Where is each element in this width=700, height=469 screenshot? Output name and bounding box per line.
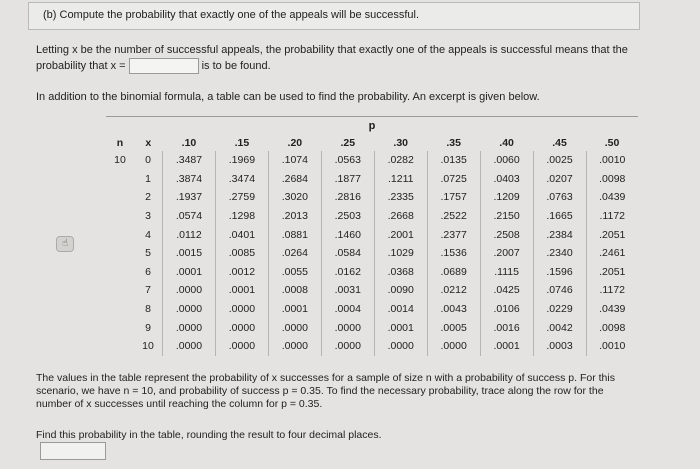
probability-cell: .2668 [374,207,427,226]
p-header: .45 [552,136,567,149]
x-cell: 7 [145,284,151,297]
probability-cell: .1209 [480,188,533,207]
n-cell [106,170,134,189]
n-cell [106,244,134,263]
probability-cell: .1937 [163,188,216,207]
probability-cell: .0000 [374,337,427,356]
probability-cell: .1460 [321,225,374,244]
instruction-text: Find this probability in the table, rounding the result to four decimal places. [36,429,382,441]
probability-cell: .2816 [321,188,374,207]
p-header: .10 [181,136,197,149]
probability-cell: .3020 [268,188,321,207]
probability-cell: .0005 [427,318,480,337]
binomial-table-container [106,116,638,356]
table-row [106,188,638,207]
x-value-input[interactable] [129,58,199,74]
probability-cell: .0010 [586,337,638,356]
probability-cell: .0000 [268,337,321,356]
explanation-text: The values in the table represent the probability of x successes for a sample of size n with a probability of success p. For this scenario, we have n = 10, and probability of success p = 0.35. To find the necessary probability, trace along the row for the number of x successes until reaching the column for p = 0.35. [36,372,615,410]
probability-cell: .0689 [427,263,480,282]
x-cell: 5 [145,247,151,260]
probability-cell: .1172 [586,207,638,226]
probability-cell: .0001 [215,281,268,300]
probability-cell: .0207 [533,170,586,189]
table-row [106,263,638,282]
x-cell: 4 [145,228,151,241]
probability-cell: .3474 [215,170,268,189]
intro-text-1: Letting x be the number of successful appeals, the probability that exactly one of the appeals is successful means that the probability that x = [36,44,628,72]
probability-cell: .0000 [321,318,374,337]
answer-input[interactable] [40,442,106,460]
probability-cell: .0229 [533,300,586,319]
probability-cell: .0725 [427,170,480,189]
binomial-table [106,134,638,356]
probability-cell: .0055 [268,263,321,282]
probability-cell: .0563 [321,151,374,170]
probability-cell: .0000 [268,318,321,337]
question-header [28,2,640,30]
table-row [106,207,638,226]
probability-cell: .0098 [586,170,638,189]
probability-cell: .0031 [321,281,374,300]
x-cell: 2 [145,191,151,204]
probability-cell: .2522 [427,207,480,226]
probability-cell: .0264 [268,244,321,263]
probability-cell: .0042 [533,318,586,337]
p-header: .15 [234,136,250,149]
probability-cell: .1172 [586,281,638,300]
probability-cell: .2007 [480,244,533,263]
probability-cell: .1298 [215,207,268,226]
probability-cell: .0000 [321,337,374,356]
x-cell: 8 [145,303,151,316]
n-cell [106,263,134,282]
probability-cell: .2461 [586,244,638,263]
table-row [106,281,638,300]
probability-cell: .0106 [480,300,533,319]
x-cell: 10 [142,340,154,353]
probability-cell: .0010 [586,151,638,170]
n-header: n [116,136,124,149]
probability-cell: .0043 [427,300,480,319]
probability-cell: .0015 [163,244,216,263]
probability-cell: .1115 [480,263,533,282]
intro-text-2: is to be found. [201,60,271,72]
table-row [106,337,638,356]
probability-cell: .0001 [480,337,533,356]
probability-cell: .1877 [321,170,374,189]
p-header: .35 [446,136,461,149]
probability-cell: .0008 [268,281,321,300]
n-cell [106,337,134,356]
intro-paragraph [36,42,636,74]
n-cell [106,188,134,207]
probability-cell: .2377 [427,225,480,244]
probability-cell: .3487 [163,151,216,170]
probability-cell: .0000 [163,318,216,337]
table-row [106,170,638,189]
probability-cell: .0001 [163,263,216,282]
probability-cell: .0004 [321,300,374,319]
probability-cell: .3874 [163,170,216,189]
probability-cell: .1969 [215,151,268,170]
table-intro: In addition to the binomial formula, a table can be used to find the probability. An excerpt is given below. [36,91,540,103]
probability-cell: .1074 [268,151,321,170]
p-header: .20 [287,136,303,149]
probability-cell: .2340 [533,244,586,263]
probability-cell: .2684 [268,170,321,189]
p-header: .25 [340,136,356,149]
table-row [106,318,638,337]
probability-cell: .0000 [215,337,268,356]
probability-cell: .0085 [215,244,268,263]
probability-cell: .0090 [374,281,427,300]
probability-cell: .0574 [163,207,216,226]
n-cell: 10 [114,154,126,167]
probability-cell: .2503 [321,207,374,226]
table-header-row [106,134,638,151]
x-cell: 3 [145,210,151,223]
x-cell: 0 [145,154,151,167]
probability-cell: .0000 [163,281,216,300]
probability-cell: .0439 [586,300,638,319]
probability-cell: .1665 [533,207,586,226]
probability-cell: .0098 [586,318,638,337]
probability-cell: .0763 [533,188,586,207]
x-cell: 9 [145,321,151,334]
probability-cell: .0439 [586,188,638,207]
table-row [106,300,638,319]
probability-cell: .0368 [374,263,427,282]
probability-cell: .0881 [268,225,321,244]
table-row [106,151,638,170]
probability-cell: .2384 [533,225,586,244]
table-row [106,225,638,244]
table-row [106,244,638,263]
probability-cell: .2051 [586,225,638,244]
probability-cell: .2759 [215,188,268,207]
probability-cell: .2335 [374,188,427,207]
probability-cell: .0000 [215,318,268,337]
x-cell: 1 [145,172,151,185]
probability-cell: .0000 [163,300,216,319]
probability-cell: .0135 [427,151,480,170]
question-header-text: (b) Compute the probability that exactly one of the appeals will be successful. [43,9,420,21]
p-header: .30 [393,136,409,149]
p-header: .40 [499,136,514,149]
probability-cell: .1757 [427,188,480,207]
probability-cell: .1596 [533,263,586,282]
n-cell [106,318,134,337]
probability-cell: .0401 [215,225,268,244]
probability-cell: .1211 [374,170,427,189]
p-header: .50 [604,136,620,149]
probability-cell: .0584 [321,244,374,263]
probability-cell: .0403 [480,170,533,189]
n-cell [106,207,134,226]
n-cell [106,300,134,319]
probability-cell: .1536 [427,244,480,263]
probability-cell: .2051 [586,263,638,282]
probability-cell: .0746 [533,281,586,300]
probability-cell: .0025 [533,151,586,170]
x-cell: 6 [145,265,151,278]
probability-cell: .1029 [374,244,427,263]
n-cell [106,281,134,300]
probability-cell: .0016 [480,318,533,337]
probability-cell: .0012 [215,263,268,282]
hand-pointer-icon: ☝ [56,236,74,252]
probability-cell: .0282 [374,151,427,170]
probability-cell: .2508 [480,225,533,244]
probability-cell: .0000 [163,337,216,356]
probability-cell: .0001 [374,318,427,337]
probability-cell: .2013 [268,207,321,226]
p-column-label: p [368,120,376,132]
probability-cell: .0003 [533,337,586,356]
probability-cell: .0000 [427,337,480,356]
probability-cell: .2150 [480,207,533,226]
probability-cell: .0000 [215,300,268,319]
probability-cell: .0001 [268,300,321,319]
n-cell [106,225,134,244]
probability-cell: .0162 [321,263,374,282]
probability-cell: .0212 [427,281,480,300]
probability-cell: .0060 [480,151,533,170]
probability-cell: .0014 [374,300,427,319]
probability-cell: .0425 [480,281,533,300]
probability-cell: .2001 [374,225,427,244]
probability-cell: .0112 [163,225,216,244]
x-header: x [145,136,152,149]
